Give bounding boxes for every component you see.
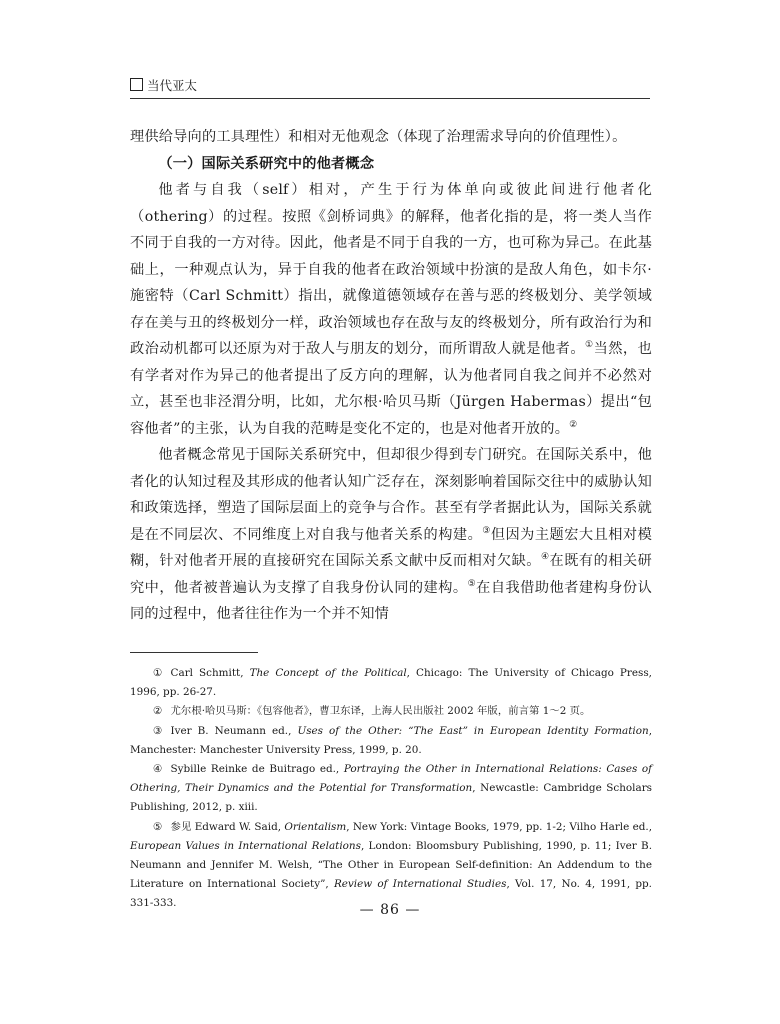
footnote-1 xyxy=(130,664,652,702)
paragraph-2-part-a: 他者概念常见于国际关系研究中，但却很少得到专门研究。在国际关系中，他者化的认知过程及其形成的他者认知广泛存在，深刻影响着国际交往中的威胁认知和政策选择，塑造了国际层面上的竞争与合作。甚至有学者据此认为，国际关系就是在不同层次、不同维度上对自我与他者关系的构建。 xyxy=(130,447,652,543)
footnote-4 xyxy=(130,760,652,818)
header-square-icon xyxy=(130,78,143,91)
footnote-5-pub-3: , Vol. 17, No. 4, 1991, pp. 331-333. xyxy=(130,878,652,910)
paragraph-1-part-a: 他者与自我（self）相对，产生于行为体单向或彼此间进行他者化（othering）的过程。按照《剑桥词典》的解释，他者化指的是，将一类人当作不同于自我的一方对待。因此，他者是不同于自我的一方，也可称为异己。在此基础上，一种观点认为，异于自我的他者在政治领域中扮演的是敌人角色，如卡尔·施密特（Carl Schmitt）指出，就像道德领域存在善与恶的终极划分、美学领域存在美与丑的终极划分一样，政治领域也存在敌与友的终极划分，所有政治行为和政治动机都可以还原为对于敌人与朋友的划分，而所谓敌人就是他者。 xyxy=(130,182,652,357)
footnote-ref-2[interactable]: ② xyxy=(569,419,578,430)
page-number: — 86 — xyxy=(359,902,421,918)
footnote-4-marker: ④ xyxy=(152,763,163,776)
footnote-ref-1[interactable]: ① xyxy=(585,340,594,350)
paragraph-continued: 理供给导向的工具理性）和相对无他观念（体现了治理需求导向的价值理性）。 xyxy=(130,129,627,145)
footnote-1-title: The Concept of the Political xyxy=(249,667,407,679)
footnote-4-author: Sybille Reinke de Buitrago ed., xyxy=(170,763,340,776)
footnote-4-pub: , Newcastle: Cambridge Scholars Publishing, 2012, p. xiii. xyxy=(130,782,653,814)
footnote-5-marker: ⑤ xyxy=(152,820,163,833)
running-header xyxy=(130,78,650,99)
footnote-1-marker: ① xyxy=(152,667,163,679)
section-heading: （一）国际关系研究中的他者概念 xyxy=(158,155,375,172)
footnote-3-pub: , Manchester: Manchester University Press, 1999, p. 20. xyxy=(130,724,652,756)
footnote-5-title-1: Orientalism xyxy=(284,820,347,833)
footnote-1-author: Carl Schmitt, xyxy=(170,667,244,679)
paragraph-1 xyxy=(130,177,652,442)
footnote-5-title-2: European Values in International Relations xyxy=(130,839,361,852)
footnote-5-author: 参见 Edward W. Said, xyxy=(170,820,282,833)
footnote-5-pub-2: , London: Bloomsbury Publishing, 1990, p. 11; Iver B. Neumann and Jennifer M. Welsh, “The Other in European Self-definition: An Addendum to the Literature on International Society”, xyxy=(130,839,652,891)
footnote-1-pub: , Chicago: The University of Chicago Press, 1996, pp. 26-27. xyxy=(130,667,652,699)
footnote-2-marker: ② xyxy=(152,705,163,718)
footnotes xyxy=(130,664,652,914)
paragraph-2-part-c: 在既有的相关研究中，他者被普遍认为支撑了自我身份认同的建构。 xyxy=(130,553,652,596)
footnote-5 xyxy=(130,818,652,914)
main-text xyxy=(130,124,652,628)
footnote-3 xyxy=(130,722,652,760)
footnote-5-title-3: Review of International Studies xyxy=(333,878,507,891)
footnote-ref-5[interactable]: ⑤ xyxy=(467,578,477,589)
paragraph-1-part-b: 当然，也有学者对作为异己的他者提出了反方向的理解，认为他者同自我之间并不必然对立，甚至也非泾渭分明，比如，尤尔根·哈贝马斯（Jürgen Habermas）提出“包容他者”的主张，认为自我的范畴是变化不定的，也是对他者开放的。 xyxy=(130,341,652,437)
footnote-separator xyxy=(130,652,258,653)
paragraph-2-part-b: 但因为主题宏大且相对模糊，针对他者开展的直接研究在国际关系文献中反而相对欠缺。 xyxy=(130,526,652,569)
footnote-4-title: Portraying the Other in International Relations: Cases of Othering, Their Dynamics and the Potential for Transformation xyxy=(130,763,652,795)
paragraph-2-part-d: 在自我借助他者建构身份认同的过程中，他者往往作为一个并不知情 xyxy=(130,579,652,622)
footnote-3-marker: ③ xyxy=(152,724,163,737)
footnote-3-author: Iver B. Neumann ed., xyxy=(170,724,292,737)
paragraph-2 xyxy=(130,442,652,628)
footnote-ref-4[interactable]: ④ xyxy=(540,552,550,562)
footnote-ref-3[interactable]: ③ xyxy=(482,525,491,536)
footnote-2-text: 尤尔根·哈贝马斯：《包容他者》，曹卫东译，上海人民出版社 2002 年版，前言第 1～2 页。 xyxy=(170,705,591,718)
journal-name: 当代亚太 xyxy=(147,78,198,93)
footnote-5-pub-1: , New York: Vintage Books, 1979, pp. 1-2; Vilho Harle ed., xyxy=(346,820,652,833)
footnote-2 xyxy=(130,702,652,721)
footnote-3-title: Uses of the Other: “The East” in European Identity Formation xyxy=(297,724,649,737)
